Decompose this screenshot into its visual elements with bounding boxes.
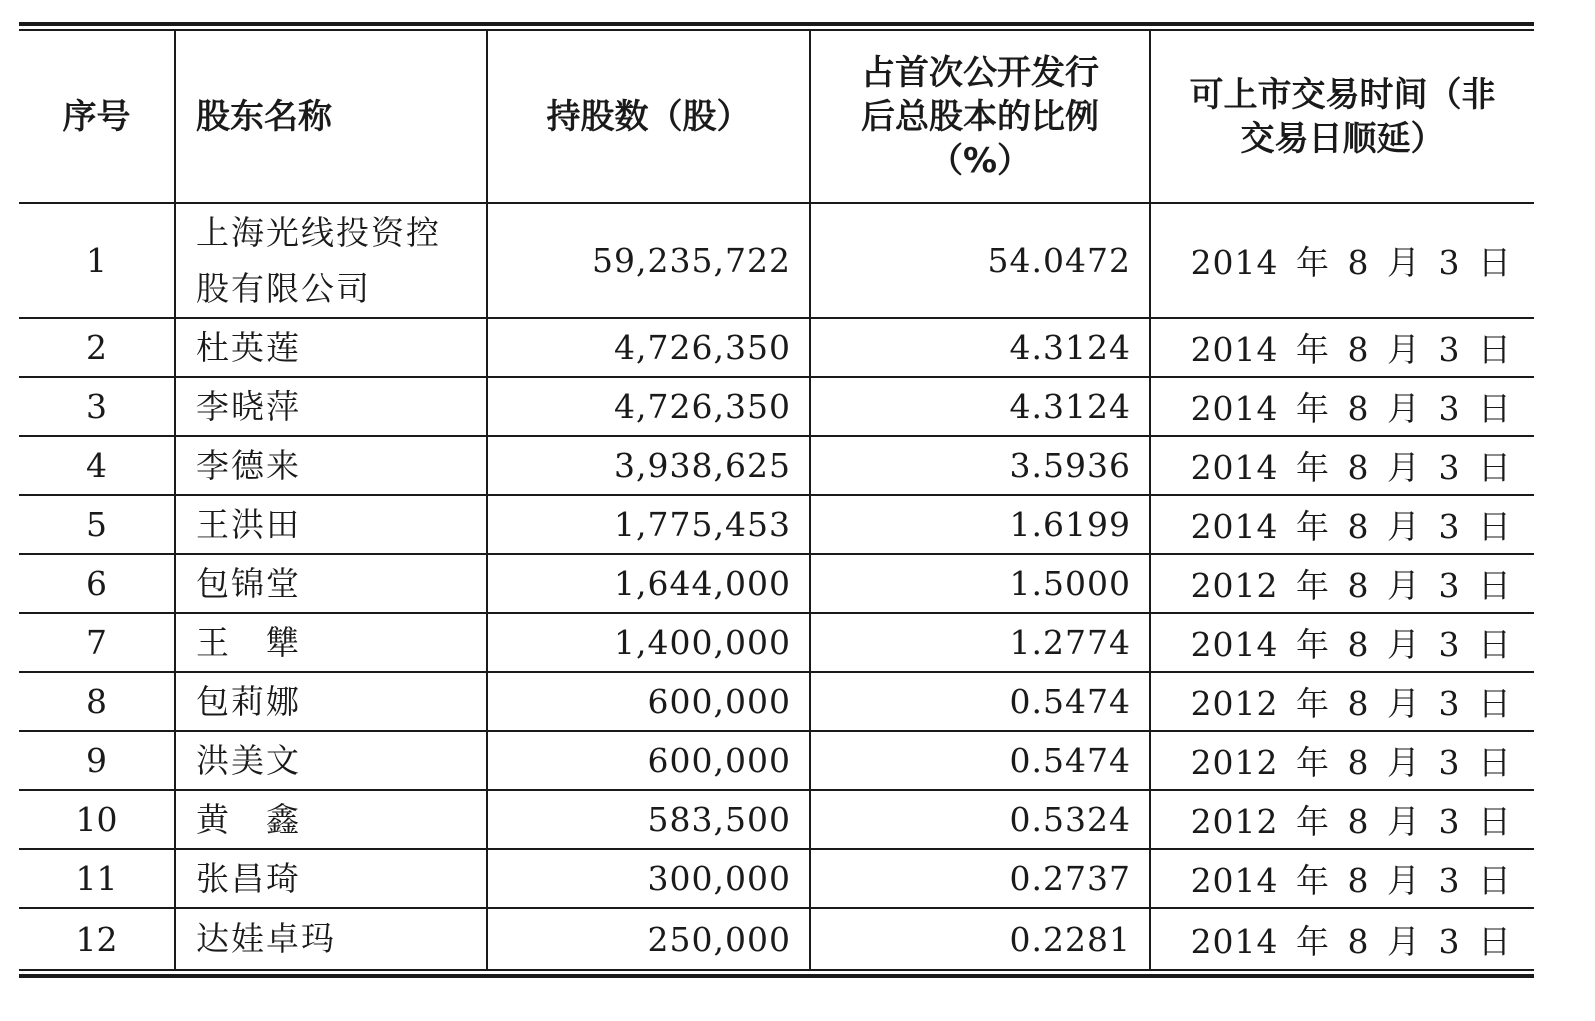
row-seq: 2: [19, 318, 175, 377]
row-seq: 9: [19, 731, 175, 790]
row-date: 2014 年 8 月 3 日: [1150, 908, 1534, 969]
header-row: [19, 31, 1534, 203]
row-ratio: 4.3124: [810, 318, 1150, 377]
row-name: 杜英莲: [175, 318, 487, 377]
row-shares: 600,000: [487, 731, 810, 790]
row-seq: 4: [19, 436, 175, 495]
table-row: [19, 203, 1534, 318]
row-date: 2014 年 8 月 3 日: [1150, 495, 1534, 554]
row-date: 2014 年 8 月 3 日: [1150, 203, 1534, 318]
row-ratio: 0.5474: [810, 731, 1150, 790]
row-shares: 250,000: [487, 908, 810, 969]
row-shares: 4,726,350: [487, 377, 810, 436]
bottom-rule-thick: [19, 974, 1534, 978]
row-date: 2014 年 8 月 3 日: [1150, 613, 1534, 672]
row-name-line2: 股有限公司: [196, 268, 371, 308]
row-date: 2014 年 8 月 3 日: [1150, 318, 1534, 377]
row-ratio: 0.5474: [810, 672, 1150, 731]
header-shares: 持股数（股）: [487, 31, 810, 203]
row-seq: 5: [19, 495, 175, 554]
row-shares: 583,500: [487, 790, 810, 849]
header-seq: 序号: [19, 31, 175, 203]
table-row: [19, 908, 1534, 969]
row-seq: 3: [19, 377, 175, 436]
header-ratio-line2: 后总股本的比例: [861, 96, 1099, 137]
row-ratio: 0.2281: [810, 908, 1150, 969]
row-shares: 1,400,000: [487, 613, 810, 672]
row-ratio: 1.6199: [810, 495, 1150, 554]
row-name: 包锦堂: [175, 554, 487, 613]
row-seq: 12: [19, 908, 175, 969]
row-date: 2012 年 8 月 3 日: [1150, 731, 1534, 790]
row-name: 李晓萍: [175, 377, 487, 436]
table-row: [19, 436, 1534, 495]
table-row: [19, 318, 1534, 377]
row-ratio: 54.0472: [810, 203, 1150, 318]
row-date: 2014 年 8 月 3 日: [1150, 849, 1534, 908]
row-name: 洪美文: [175, 731, 487, 790]
shareholder-data-table: [19, 31, 1534, 969]
row-ratio: 4.3124: [810, 377, 1150, 436]
header-ratio-line3: （%）: [928, 140, 1032, 181]
table-row: [19, 613, 1534, 672]
table-row: [19, 672, 1534, 731]
row-name: 张昌琦: [175, 849, 487, 908]
row-seq: 6: [19, 554, 175, 613]
header-ratio-line1: 占首次公开发行: [861, 52, 1099, 93]
row-name: 黄 鑫: [175, 790, 487, 849]
shareholder-table: [19, 22, 1534, 978]
header-date-line1: 可上市交易时间（非: [1189, 74, 1496, 115]
row-shares: 1,775,453: [487, 495, 810, 554]
row-seq: 10: [19, 790, 175, 849]
row-seq: 8: [19, 672, 175, 731]
row-shares: 3,938,625: [487, 436, 810, 495]
header-name: 股东名称: [175, 31, 487, 203]
row-name: [175, 203, 487, 318]
row-shares: 1,644,000: [487, 554, 810, 613]
row-date: 2012 年 8 月 3 日: [1150, 672, 1534, 731]
table-row: [19, 495, 1534, 554]
row-ratio: 0.5324: [810, 790, 1150, 849]
row-shares: 59,235,722: [487, 203, 810, 318]
row-ratio: 3.5936: [810, 436, 1150, 495]
row-shares: 300,000: [487, 849, 810, 908]
row-date: 2014 年 8 月 3 日: [1150, 377, 1534, 436]
table-row: [19, 554, 1534, 613]
table-row: [19, 790, 1534, 849]
row-date: 2014 年 8 月 3 日: [1150, 436, 1534, 495]
header-ratio: [810, 31, 1150, 203]
table-row: [19, 849, 1534, 908]
row-shares: 600,000: [487, 672, 810, 731]
row-ratio: 1.5000: [810, 554, 1150, 613]
table-row: [19, 731, 1534, 790]
header-date-line2: 交易日顺延）: [1240, 118, 1445, 159]
row-ratio: 0.2737: [810, 849, 1150, 908]
row-shares: 4,726,350: [487, 318, 810, 377]
row-name: 李德来: [175, 436, 487, 495]
row-ratio: 1.2774: [810, 613, 1150, 672]
row-name: 王 犨: [175, 613, 487, 672]
header-date: [1150, 31, 1534, 203]
table-row: [19, 377, 1534, 436]
row-name-line1: 上海光线投资控: [196, 212, 441, 252]
row-seq: 7: [19, 613, 175, 672]
row-date: 2012 年 8 月 3 日: [1150, 554, 1534, 613]
row-date: 2012 年 8 月 3 日: [1150, 790, 1534, 849]
row-name: 包莉娜: [175, 672, 487, 731]
row-seq: 1: [19, 203, 175, 318]
row-seq: 11: [19, 849, 175, 908]
row-name: 王洪田: [175, 495, 487, 554]
row-name: 达娃卓玛: [175, 908, 487, 969]
